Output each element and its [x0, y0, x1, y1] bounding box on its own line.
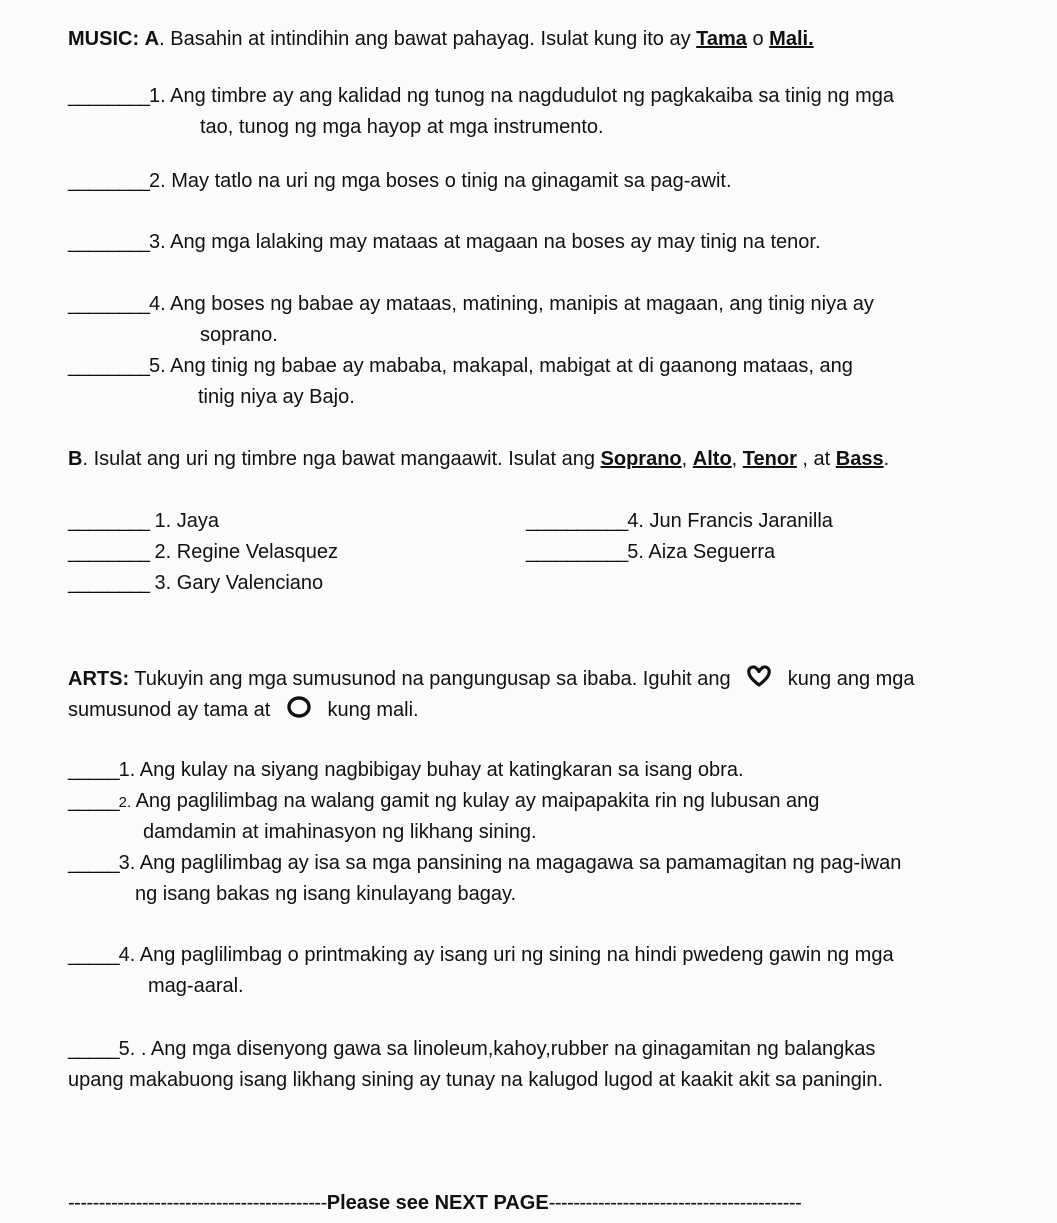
heart-icon: [746, 664, 772, 695]
singer-name: 3. Gary Valenciano: [154, 572, 324, 594]
item-text: Ang tinig ng babae ay mababa, makapal, mabigat at di gaanong mataas, ang: [165, 355, 853, 377]
item-text: Ang paglilimbag o printmaking ay isang uri ng sining na hindi pwedeng gawin ng mga: [135, 944, 894, 966]
answer-blank[interactable]: _____: [68, 1038, 119, 1060]
answer-blank[interactable]: _____: [68, 759, 119, 781]
item-text: May tatlo na uri ng mga boses o tinig na ginagamit sa pag-awit.: [165, 170, 732, 192]
comma: ,: [681, 448, 693, 470]
item-number: 1.: [118, 759, 136, 781]
singer-row: [68, 570, 323, 596]
soprano-label: Soprano: [600, 448, 682, 470]
tama-label: Tama: [696, 28, 747, 50]
part-a-instruction: . Basahin at intindihin ang bawat pahayag. Isulat kung ito ay: [159, 28, 697, 50]
arts-item-5-cont: upang makabuong isang likhang sining ay tunay na kalugod lugod at kaakit akit sa paningin.: [68, 1069, 884, 1091]
item-number: 5.: [118, 1038, 136, 1060]
circle-icon: [286, 695, 312, 726]
singer-row: [68, 508, 219, 534]
period: .: [883, 448, 890, 470]
part-a-item-1-cont: tao, tunog ng mga hayop at mga instrumento.: [200, 116, 604, 138]
at-word: , at: [796, 448, 836, 470]
item-number: 2.: [148, 170, 166, 192]
answer-blank[interactable]: ________: [68, 231, 149, 253]
part-a-item-5: [68, 353, 853, 379]
item-number: 1.: [148, 85, 166, 107]
mali-label: Mali.: [769, 28, 814, 50]
arts-text: sumusunod ay tama at: [68, 698, 276, 721]
item-number: 2.: [118, 794, 132, 811]
comma: ,: [731, 448, 743, 470]
item-number: 5.: [148, 355, 166, 377]
footer-next-page: [68, 1190, 801, 1216]
footer-text: Please see NEXT PAGE: [326, 1192, 549, 1214]
answer-blank[interactable]: _____: [68, 790, 119, 812]
part-a-letter: A: [144, 28, 160, 50]
o-word: o: [746, 28, 770, 50]
singer-name: 1. Jaya: [154, 510, 220, 532]
item-text: Ang kulay na siyang nagbibigay buhay at katingkaran sa isang obra.: [135, 759, 744, 781]
answer-blank[interactable]: ________: [68, 355, 149, 377]
part-a-item-2: [68, 168, 732, 194]
part-a-item-4-cont: soprano.: [200, 324, 278, 346]
music-instruction: [68, 26, 814, 52]
item-number: 3.: [118, 852, 136, 874]
part-a-item-4: [68, 291, 874, 317]
arts-item-3: [68, 850, 901, 876]
music-heading: MUSIC:: [68, 28, 140, 50]
part-b-text: . Isulat ang uri ng timbre nga bawat mangaawit. Isulat ang: [82, 448, 601, 470]
answer-blank[interactable]: ________: [68, 170, 149, 192]
part-a-item-3: [68, 229, 821, 255]
singer-name: 2. Regine Velasquez: [154, 541, 339, 563]
item-number: 4.: [118, 944, 136, 966]
arts-item-2-cont: damdamin at imahinasyon ng likhang sining.: [143, 821, 537, 843]
part-a-item-1: [68, 83, 894, 109]
footer-dashes-left: ------------------------------------------: [68, 1192, 327, 1214]
arts-instruction-line-2: [68, 695, 419, 726]
arts-item-2: [68, 788, 819, 816]
arts-text: kung ang mga: [782, 667, 915, 690]
singer-row: [526, 508, 833, 534]
part-b-instruction: [68, 446, 889, 472]
answer-blank[interactable]: _____: [68, 852, 119, 874]
arts-heading: ARTS:: [68, 667, 130, 690]
answer-blank[interactable]: __________: [526, 510, 628, 532]
item-text: Ang paglilimbag ay isa sa mga pansining na magagawa sa pamamagitan ng pag-iwan: [135, 852, 902, 874]
item-number: 3.: [148, 231, 166, 253]
answer-blank[interactable]: ________: [68, 572, 149, 594]
item-text: . Ang mga disenyong gawa sa linoleum,kahoy,rubber na ginagamitan ng balangkas: [135, 1038, 876, 1060]
arts-text: Tukuyin ang mga sumusunod na pangungusap sa ibaba. Iguhit ang: [129, 667, 737, 690]
item-text: Ang boses ng babae ay mataas, matining, manipis at magaan, ang tinig niya ay: [165, 293, 874, 315]
arts-instruction-line-1: [68, 664, 915, 695]
part-a-item-5-cont: tinig niya ay Bajo.: [198, 386, 355, 408]
arts-item-5: [68, 1036, 875, 1062]
alto-label: Alto: [692, 448, 732, 470]
answer-blank[interactable]: ________: [68, 510, 149, 532]
answer-blank[interactable]: __________: [526, 541, 628, 563]
answer-blank[interactable]: ________: [68, 85, 149, 107]
singer-name: 5. Aiza Seguerra: [627, 541, 776, 563]
singer-name: 4. Jun Francis Jaranilla: [627, 510, 833, 532]
arts-item-1: [68, 757, 744, 783]
item-text: Ang paglilimbag na walang gamit ng kulay ay maipapakita rin ng lubusan ang: [131, 790, 820, 812]
answer-blank[interactable]: ________: [68, 541, 149, 563]
singer-row: [68, 539, 338, 565]
footer-dashes-right: -----------------------------------------: [548, 1192, 802, 1214]
arts-item-4: [68, 942, 894, 968]
bass-label: Bass: [835, 448, 884, 470]
item-text: Ang timbre ay ang kalidad ng tunog na nagdudulot ng pagkakaiba sa tinig ng mga: [165, 85, 894, 107]
answer-blank[interactable]: ________: [68, 293, 149, 315]
singer-row: [526, 539, 775, 565]
item-text: Ang mga lalaking may mataas at magaan na boses ay may tinig na tenor.: [165, 231, 821, 253]
arts-text: kung mali.: [321, 698, 419, 721]
part-b-letter: B: [68, 448, 83, 470]
arts-item-4-cont: mag-aaral.: [148, 975, 244, 997]
answer-blank[interactable]: _____: [68, 944, 119, 966]
arts-item-3-cont: ng isang bakas ng isang kinulayang bagay.: [135, 883, 517, 905]
item-number: 4.: [148, 293, 166, 315]
tenor-label: Tenor: [742, 448, 797, 470]
